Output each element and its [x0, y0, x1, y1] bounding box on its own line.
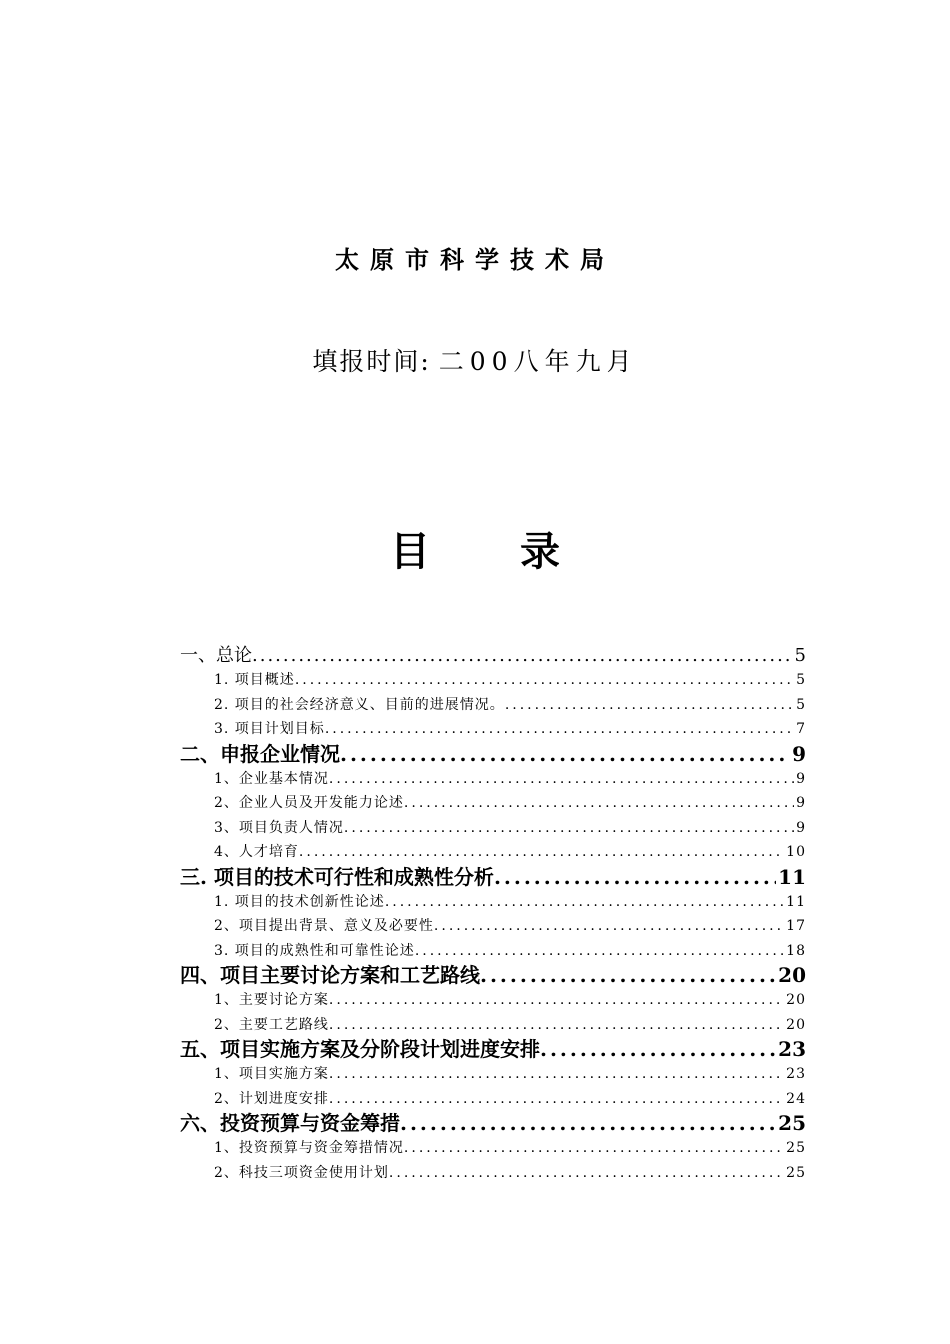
- toc-section-entry: [180, 1037, 806, 1062]
- table-of-contents: [180, 643, 806, 1185]
- toc-entry-title: 五、项目实施方案及分阶段计划进度安排: [180, 1037, 540, 1061]
- toc-heading-left: 目: [390, 528, 430, 575]
- toc-entry-page: 11: [778, 864, 806, 889]
- toc-entry-title: 1、投资预算与资金筹措情况: [214, 1140, 404, 1156]
- toc-dot-leader: [400, 1111, 776, 1136]
- toc-entry-title: 1. 项目的技术创新性论述: [214, 893, 385, 910]
- toc-dot-leader: [344, 816, 794, 841]
- toc-section-entry: [180, 643, 806, 668]
- toc-entry-page: 23: [786, 1066, 806, 1082]
- toc-entry-page: 5: [794, 645, 806, 666]
- toc-dot-leader: [480, 963, 776, 988]
- report-date-value: 二00八年九月: [438, 347, 638, 376]
- toc-dot-leader: [505, 693, 794, 718]
- toc-section-entry: [180, 742, 806, 767]
- toc-entry-title: 1. 项目概述: [214, 672, 295, 688]
- toc-entry-page: 23: [778, 1037, 806, 1061]
- toc-entry-title: 1、主要讨论方案: [214, 992, 329, 1008]
- toc-entry-page: 20: [786, 992, 806, 1008]
- toc-entry-page: 25: [786, 1140, 806, 1156]
- toc-entry-page: 20: [778, 963, 806, 987]
- toc-section-entry: [180, 1111, 806, 1136]
- toc-subsection-entry: [180, 890, 806, 915]
- toc-subsection-entry: [180, 717, 806, 742]
- toc-subsection-entry: [180, 816, 806, 841]
- toc-entry-page: 9: [796, 770, 806, 787]
- toc-entry-title: 2、项目提出背景、意义及必要性: [214, 918, 434, 934]
- toc-entry-page: 5: [796, 672, 806, 688]
- toc-dot-leader: [325, 717, 794, 742]
- toc-dot-leader: [329, 1013, 784, 1038]
- toc-entry-title: 2、科技三项资金使用计划: [214, 1164, 389, 1181]
- toc-heading: [0, 520, 950, 577]
- toc-entry-page: 5: [796, 696, 806, 713]
- toc-dot-leader: [404, 791, 794, 816]
- toc-subsection-entry: [180, 1013, 806, 1038]
- toc-subsection-entry: [180, 1087, 806, 1112]
- toc-entry-title: 四、项目主要讨论方案和工艺路线: [180, 963, 480, 987]
- toc-entry-page: 11: [786, 893, 806, 910]
- toc-entry-title: 4、人才培育: [214, 844, 299, 860]
- toc-subsection-entry: [180, 767, 806, 792]
- toc-entry-title: 3. 项目计划目标: [214, 721, 325, 737]
- toc-dot-leader: [434, 914, 784, 939]
- toc-subsection-entry: [180, 693, 806, 718]
- toc-entry-page: 18: [786, 942, 806, 959]
- toc-subsection-entry: [180, 840, 806, 865]
- toc-dot-leader: [385, 890, 784, 915]
- toc-dot-leader: [329, 1087, 784, 1112]
- toc-dot-leader: [404, 1136, 784, 1161]
- toc-dot-leader: [540, 1037, 776, 1062]
- report-date: [0, 342, 950, 378]
- toc-dot-leader: [329, 988, 784, 1013]
- toc-entry-title: 3、项目负责人情况: [214, 819, 344, 836]
- toc-subsection-entry: [180, 939, 806, 964]
- toc-dot-leader: [389, 1161, 784, 1186]
- report-date-label: 填报时间:: [312, 347, 431, 376]
- toc-dot-leader: [299, 840, 784, 865]
- toc-dot-leader: [415, 939, 784, 964]
- toc-entry-title: 2. 项目的社会经济意义、目前的进展情况。: [214, 696, 505, 713]
- toc-dot-leader: [340, 742, 790, 767]
- toc-dot-leader: [494, 865, 776, 890]
- toc-dot-leader: [295, 668, 794, 693]
- toc-entry-title: 2、主要工艺路线: [214, 1016, 329, 1033]
- toc-section-entry: [180, 963, 806, 988]
- toc-subsection-entry: [180, 1161, 806, 1186]
- toc-subsection-entry: [180, 914, 806, 939]
- toc-entry-page: 20: [786, 1016, 806, 1033]
- toc-entry-title: 2、计划进度安排: [214, 1090, 329, 1107]
- toc-entry-title: 六、投资预算与资金筹措: [180, 1111, 400, 1135]
- toc-entry-title: 3. 项目的成熟性和可靠性论述: [214, 942, 415, 959]
- toc-subsection-entry: [180, 988, 806, 1013]
- toc-entry-page: 9: [792, 741, 806, 766]
- toc-heading-right: 录: [520, 528, 560, 575]
- toc-entry-title: 1、项目实施方案: [214, 1066, 329, 1082]
- toc-subsection-entry: [180, 791, 806, 816]
- toc-entry-page: 17: [786, 918, 806, 934]
- toc-entry-page: 24: [786, 1090, 806, 1107]
- toc-section-entry: [180, 865, 806, 890]
- toc-dot-leader: [252, 643, 793, 668]
- toc-entry-page: 9: [796, 819, 806, 836]
- toc-dot-leader: [329, 767, 794, 792]
- toc-entry-title: 一、总论: [180, 645, 252, 666]
- toc-entry-title: 二、申报企业情况: [180, 741, 340, 766]
- toc-subsection-entry: [180, 1136, 806, 1161]
- toc-entry-page: 10: [786, 844, 806, 860]
- toc-entry-page: 25: [778, 1111, 806, 1135]
- toc-subsection-entry: [180, 1062, 806, 1087]
- organization-title: 太原市科学技术局: [335, 245, 615, 274]
- toc-dot-leader: [329, 1062, 784, 1087]
- toc-entry-page: 25: [786, 1164, 806, 1181]
- toc-entry-page: 7: [796, 721, 806, 737]
- toc-entry-page: 9: [796, 795, 806, 811]
- toc-subsection-entry: [180, 668, 806, 693]
- toc-entry-title: 1、企业基本情况: [214, 770, 329, 787]
- toc-entry-title: 2、企业人员及开发能力论述: [214, 795, 404, 811]
- toc-entry-title: 三. 项目的技术可行性和成熟性分析: [180, 864, 494, 889]
